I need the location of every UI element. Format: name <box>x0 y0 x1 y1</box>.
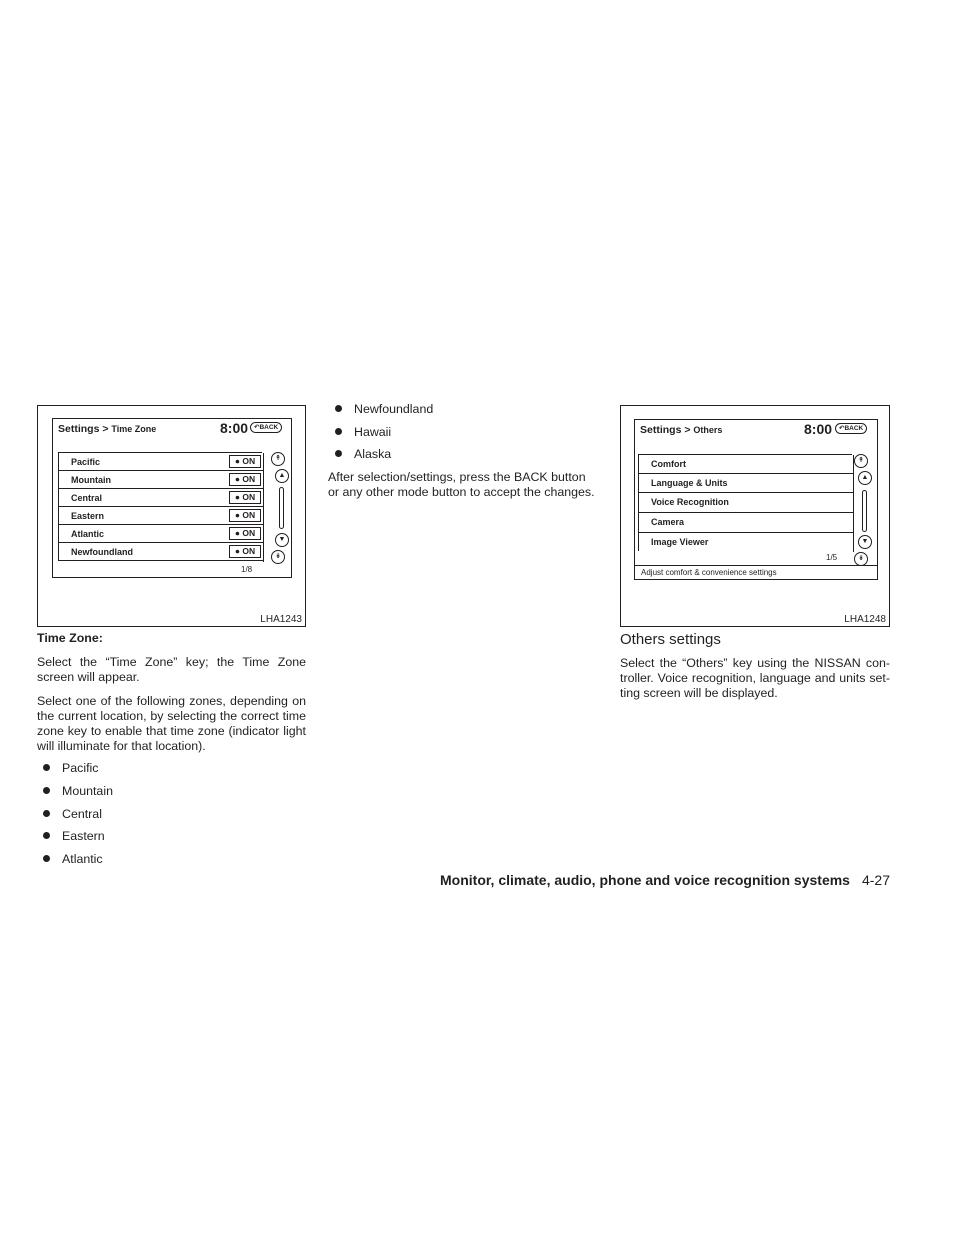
breadcrumb-current: Others <box>693 425 723 435</box>
list-item <box>335 402 433 416</box>
list-item[interactable] <box>639 474 853 493</box>
list-item[interactable] <box>59 507 263 525</box>
list-right-border <box>853 455 854 552</box>
zone-name: Newfoundland <box>354 402 434 416</box>
screen-breadcrumb <box>58 423 156 435</box>
bullet-dot-icon <box>43 832 50 839</box>
back-button[interactable] <box>835 423 867 434</box>
list-item <box>43 784 113 798</box>
list-item[interactable] <box>639 513 853 533</box>
figure-time-zone <box>37 405 306 627</box>
list-right-border <box>263 453 264 562</box>
scroll-top-icon[interactable]: ↟ <box>271 452 285 466</box>
list-item[interactable] <box>639 455 853 474</box>
on-label: ON <box>242 492 256 502</box>
list-item[interactable] <box>59 543 263 561</box>
list-item[interactable] <box>639 493 853 513</box>
on-label: ON <box>242 528 256 538</box>
indicator-dot-icon: ● <box>234 510 243 520</box>
bullet-dot-icon <box>335 428 342 435</box>
time-zone-instructions: Select one of the following zones, depending on the current location, by selecting the correct time zone key to enable that time zone (indicator light will illuminate for that location). <box>37 694 306 753</box>
indicator-dot-icon: ● <box>234 474 243 484</box>
scrollbar[interactable] <box>279 487 284 529</box>
scroll-down-icon[interactable]: ▼ <box>275 533 289 547</box>
menu-item-label: Camera <box>651 517 685 527</box>
zone-name: Eastern <box>62 829 105 843</box>
zone-name: Mountain <box>62 784 113 798</box>
back-button[interactable] <box>250 422 282 433</box>
scroll-up-icon[interactable]: ▲ <box>275 469 289 483</box>
back-arrow-icon: ↶ <box>254 424 260 431</box>
indicator-dot-icon: ● <box>234 528 243 538</box>
zone-name: Central <box>62 807 102 821</box>
list-item <box>43 761 99 775</box>
page-footer <box>440 872 890 888</box>
scroll-bottom-icon[interactable]: ↡ <box>271 550 285 564</box>
bullet-dot-icon <box>335 450 342 457</box>
back-button-label: BACK <box>844 425 864 432</box>
clock: 8:00 <box>804 421 833 437</box>
zone-label: Pacific <box>71 457 101 467</box>
list-item <box>43 852 103 866</box>
on-label: ON <box>242 546 256 556</box>
back-button-label: BACK <box>259 424 279 431</box>
zone-label: Mountain <box>71 475 111 485</box>
scroll-down-icon[interactable]: ▼ <box>858 535 872 549</box>
zone-label: Newfoundland <box>71 547 133 557</box>
list-item[interactable] <box>59 489 263 507</box>
zone-label: Eastern <box>71 511 105 521</box>
list-item <box>43 829 105 843</box>
menu-item-label: Image Viewer <box>651 537 709 547</box>
list-item <box>335 425 391 439</box>
screen-breadcrumb <box>640 424 722 436</box>
status-bar: Adjust comfort & convenience settings <box>635 565 877 579</box>
zone-name: Atlantic <box>62 852 103 866</box>
menu-item-label: Comfort <box>651 459 686 469</box>
page-number: 4-27 <box>861 872 890 888</box>
bullet-dot-icon <box>43 787 50 794</box>
others-settings-description: Select the “Others” key using the NISSAN con-troller. Voice recognition, language and units set-ting screen will be displayed. <box>620 656 890 700</box>
zone-name: Pacific <box>62 761 99 775</box>
page-indicator: 1/5 <box>826 553 838 562</box>
accept-changes-note: After selection/settings, press the BACK button or any other mode button to accept the changes. <box>328 470 595 499</box>
zone-on-button[interactable] <box>229 527 261 540</box>
time-zone-screen <box>52 418 292 578</box>
scrollbar[interactable] <box>862 490 867 532</box>
list-item <box>335 447 391 461</box>
figure-others <box>620 405 890 627</box>
breadcrumb-root: Settings > <box>58 423 109 435</box>
bullet-dot-icon <box>335 405 342 412</box>
menu-item-label: Language & Units <box>651 478 728 488</box>
zone-on-button[interactable] <box>229 491 261 504</box>
time-zone-intro: Select the “Time Zone” key; the Time Zone screen will appear. <box>37 655 306 684</box>
bullet-dot-icon <box>43 764 50 771</box>
time-zone-heading: Time Zone: <box>37 631 103 645</box>
bullet-dot-icon <box>43 855 50 862</box>
scroll-top-icon[interactable]: ↟ <box>854 454 868 468</box>
on-label: ON <box>242 456 256 466</box>
others-screen <box>634 419 878 580</box>
list-item[interactable] <box>59 471 263 489</box>
zone-label: Atlantic <box>71 529 105 539</box>
zone-label: Central <box>71 493 103 503</box>
list-item[interactable] <box>59 525 263 543</box>
zone-on-button[interactable] <box>229 473 261 486</box>
on-label: ON <box>242 510 256 520</box>
list-item <box>43 807 102 821</box>
scroll-up-icon[interactable]: ▲ <box>858 471 872 485</box>
zone-on-button[interactable] <box>229 455 261 468</box>
scroll-bottom-icon[interactable]: ↡ <box>854 552 868 566</box>
section-title: Monitor, climate, audio, phone and voice recognition systems <box>440 872 850 888</box>
back-arrow-icon: ↶ <box>839 425 845 432</box>
others-settings-heading: Others settings <box>620 631 721 648</box>
menu-item-label: Voice Recognition <box>651 497 729 507</box>
page-indicator: 1/8 <box>241 565 253 574</box>
bullet-dot-icon <box>43 810 50 817</box>
list-item[interactable] <box>639 533 853 552</box>
figure-code: LHA1243 <box>260 614 302 625</box>
figure-code: LHA1248 <box>844 614 886 625</box>
indicator-dot-icon: ● <box>234 492 243 502</box>
zone-name: Alaska <box>354 447 392 461</box>
breadcrumb-root: Settings > <box>640 424 691 436</box>
indicator-dot-icon: ● <box>234 456 243 466</box>
others-menu-list <box>638 454 852 551</box>
clock: 8:00 <box>220 420 249 436</box>
on-label: ON <box>242 474 256 484</box>
time-zone-list <box>58 452 262 561</box>
breadcrumb-current: Time Zone <box>111 424 157 434</box>
indicator-dot-icon: ● <box>234 546 243 556</box>
list-item[interactable] <box>59 453 263 471</box>
zone-on-button[interactable] <box>229 509 261 522</box>
zone-on-button[interactable] <box>229 545 261 558</box>
zone-name: Hawaii <box>354 425 392 439</box>
